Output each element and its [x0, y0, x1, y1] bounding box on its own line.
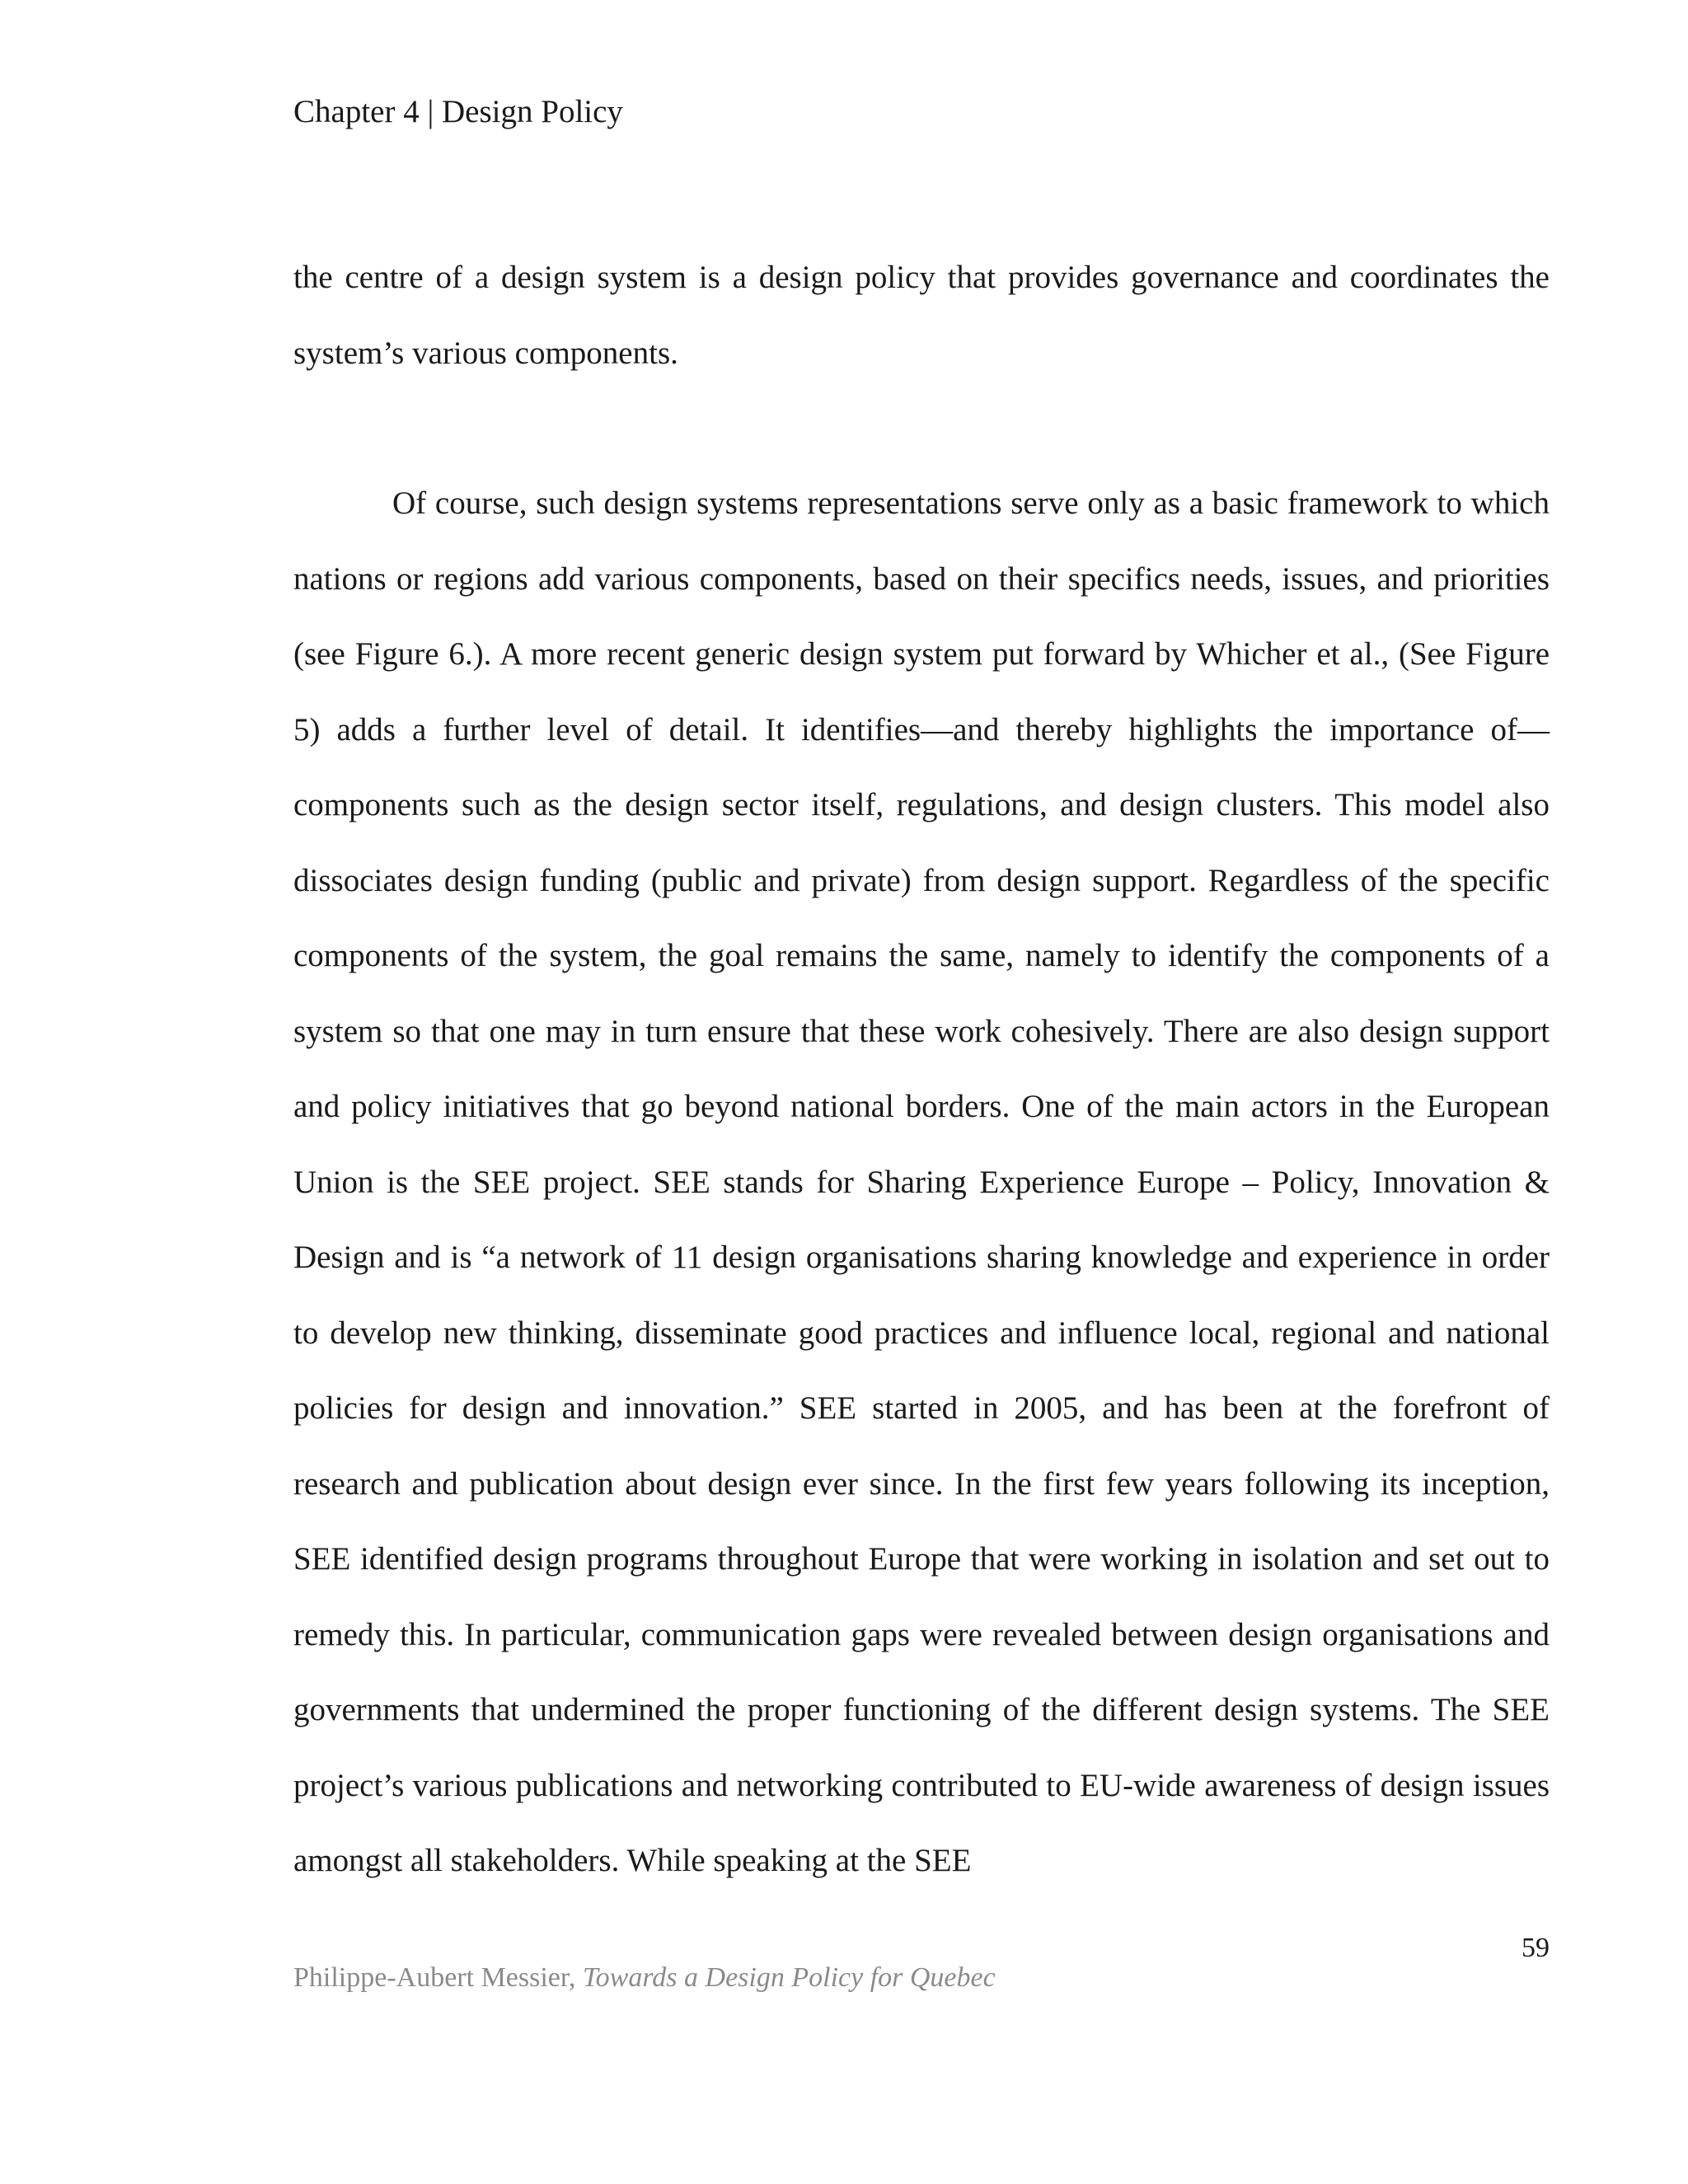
paragraph: Of course, such design systems representations serve only as a basic framework to which nations or regions add various components, based on their specifics needs, issues, and priorities (see Figure 6.). A more recent generic design system put forward by Whicher et al., (See Figure 5) adds a further level of detail. It identifies—and thereby highlights the importance of—components such as the design sector itself, regulations, and design clusters. This model also dissociates design funding (public and private) from design support. Regardless of the specific components of the system, the goal remains the same, namely to identify the components of a system so that one may in turn ensure that these work cohesively. There are also design support and policy initiatives that go beyond national borders. One of the main actors in the European Union is the SEE project. SEE stands for Sharing Experience Europe – Policy, Innovation & Design and is “a network of 11 design organisations sharing knowledge and experience in order to develop new thinking, disseminate good practices and influence local, regional and national policies for design and innovation.” SEE started in 2005, and has been at the forefront of research and publication about design ever since. In the first few years following its inception, SEE identified design programs throughout Europe that were working in isolation and set out to remedy this. In particular, communication gaps were revealed between design organisations and governments that undermined the proper functioning of the different design systems. The SEE project’s various publications and networking contributed to EU-wide awareness of design issues amongst all stakeholders. While speaking at the SEE — [293, 485, 1550, 1878]
running-head: Chapter 4 | Design Policy — [293, 94, 623, 129]
body-text — [293, 240, 1550, 1899]
page-number: 59 — [1522, 1933, 1550, 1963]
footer-thesis-title: Towards a Design Policy for Quebec — [582, 1962, 996, 1993]
footer-author: Philippe-Aubert Messier, — [293, 1962, 583, 1993]
footer-citation — [293, 1960, 996, 1996]
paragraph: the centre of a design system is a design policy that provides governance and coordinates the system’s various components. — [293, 260, 1550, 371]
